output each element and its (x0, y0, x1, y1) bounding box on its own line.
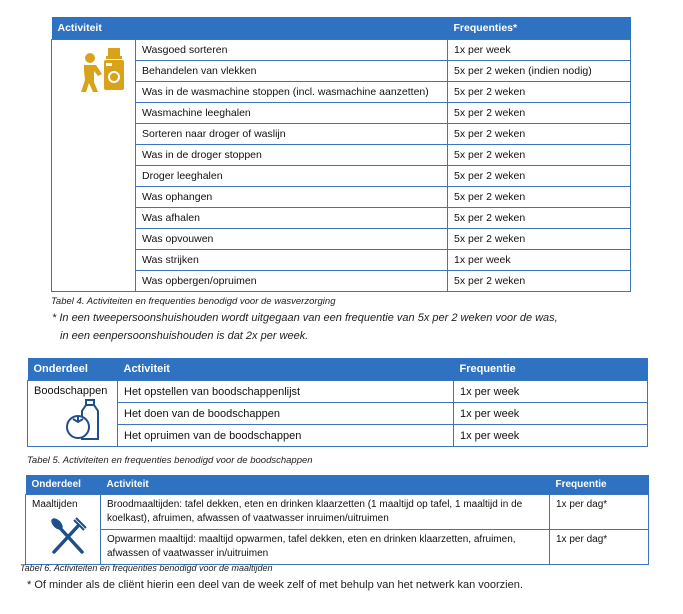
table-row (28, 381, 648, 403)
onderdeel-label: Maaltijden (32, 499, 78, 510)
table-row (52, 166, 631, 187)
frequentie-cell: 5x per 2 weken (448, 166, 631, 187)
laundry-table (51, 17, 631, 292)
activiteit-cell: Het opstellen van boodschappenlijst (118, 381, 454, 403)
groceries-icon (64, 399, 108, 441)
activiteit-cell: Was opvouwen (136, 229, 448, 250)
table4-caption: Tabel 4. Activiteiten en frequenties benodigd voor de wasverzorging (51, 296, 336, 307)
table-row (52, 40, 631, 61)
table-row (52, 103, 631, 124)
cutlery-icon (48, 516, 88, 556)
onderdeel-cell (28, 381, 118, 447)
frequentie-cell: 5x per 2 weken (448, 103, 631, 124)
frequentie-cell: 5x per 2 weken (448, 187, 631, 208)
table6-caption: Tabel 6. Activiteiten en frequenties benodigd voor de maaltijden (20, 563, 273, 573)
activiteit-cell: Het opruimen van de boodschappen (118, 425, 454, 447)
table4-note-line1: * In een tweepersoonshuishouden wordt uitgegaan van een frequentie van 5x per 2 weken voor de was, (52, 312, 558, 324)
frequentie-cell: 5x per 2 weken (indien nodig) (448, 61, 631, 82)
header-frequenties: Frequenties* (453, 22, 518, 34)
table-row (52, 82, 631, 103)
frequentie-cell: 5x per 2 weken (448, 124, 631, 145)
activiteit-cell: Behandelen van vlekken (136, 61, 448, 82)
activiteit-line: Broodmaaltijden: tafel dekken, eten en drinken klaarzetten (1 maaltijd op tafel, 1 maaltijd in de (107, 499, 523, 510)
activiteit-line: Opwarmen maaltijd: maaltijd opwarmen, tafel dekken, eten en drinken klaarzetten, afruimen, (107, 534, 516, 545)
table-row (52, 250, 631, 271)
table-row (52, 145, 631, 166)
header-activiteit: Activiteit (57, 22, 102, 34)
laundry-icon-cell (52, 40, 136, 292)
groceries-table (27, 358, 648, 447)
table-row (52, 187, 631, 208)
frequentie-cell: 1x per week (454, 425, 648, 447)
activiteit-line: afwassen of vaatwasser in/uitruimen (107, 548, 269, 559)
table-row (52, 208, 631, 229)
frequentie-cell: 5x per 2 weken (448, 271, 631, 292)
frequentie-cell: 5x per 2 weken (448, 82, 631, 103)
table-row (28, 425, 648, 447)
frequentie-cell: 1x per week (454, 403, 648, 425)
onderdeel-label: Boodschappen (34, 385, 108, 397)
activiteit-cell: Wasmachine leeghalen (136, 103, 448, 124)
activiteit-cell: Sorteren naar droger of waslijn (136, 124, 448, 145)
onderdeel-cell (26, 495, 101, 565)
activiteit-cell: Was strijken (136, 250, 448, 271)
table-row (52, 124, 631, 145)
table5-caption: Tabel 5. Activiteiten en frequenties benodigd voor de boodschappen (27, 455, 313, 466)
activiteit-cell: Was in de wasmachine stoppen (incl. wasmachine aanzetten) (136, 82, 448, 103)
frequentie-cell: 1x per week (448, 40, 631, 61)
header-onderdeel: Onderdeel (31, 479, 81, 490)
frequentie-cell: 5x per 2 weken (448, 208, 631, 229)
activiteit-cell: Het doen van de boodschappen (118, 403, 454, 425)
activiteit-cell: Was afhalen (136, 208, 448, 229)
meals-table (25, 475, 649, 565)
header-frequentie: Frequentie (555, 479, 607, 490)
header-onderdeel: Onderdeel (33, 363, 88, 375)
table-row (52, 271, 631, 292)
laundry-table-header (52, 17, 631, 40)
frequentie-cell: 1x per dag* (550, 530, 649, 565)
laundry-icon (78, 44, 130, 96)
frequentie-cell: 1x per week (454, 381, 648, 403)
meals-table-header (26, 475, 649, 495)
activiteit-cell: Wasgoed sorteren (136, 40, 448, 61)
header-activiteit: Activiteit (106, 479, 149, 490)
activiteit-cell: Was in de droger stoppen (136, 145, 448, 166)
table4-note-line2: in een eenpersoonshuishouden is dat 2x per week. (60, 330, 309, 342)
activiteit-cell: Was ophangen (136, 187, 448, 208)
activiteit-cell: Droger leeghalen (136, 166, 448, 187)
activiteit-cell (101, 495, 550, 530)
activiteit-cell: Was opbergen/opruimen (136, 271, 448, 292)
frequentie-cell: 1x per week (448, 250, 631, 271)
groceries-table-header (28, 358, 648, 381)
header-frequentie: Frequentie (459, 363, 516, 375)
table6-note: * Of minder als de cliënt hierin een deel van de week zelf of met behulp van het netwerk kan voorzien. (27, 579, 523, 591)
activiteit-line: koelkast), afruimen, afwassen of vaatwasser inruimen/uitruimen (107, 513, 389, 524)
header-activiteit: Activiteit (123, 363, 170, 375)
table-row (52, 61, 631, 82)
table-row (52, 229, 631, 250)
table-row (28, 403, 648, 425)
table-row (26, 495, 649, 530)
frequentie-cell: 5x per 2 weken (448, 145, 631, 166)
frequentie-cell: 1x per dag* (550, 495, 649, 530)
table-row (26, 530, 649, 565)
frequentie-cell: 5x per 2 weken (448, 229, 631, 250)
activiteit-cell (101, 530, 550, 565)
